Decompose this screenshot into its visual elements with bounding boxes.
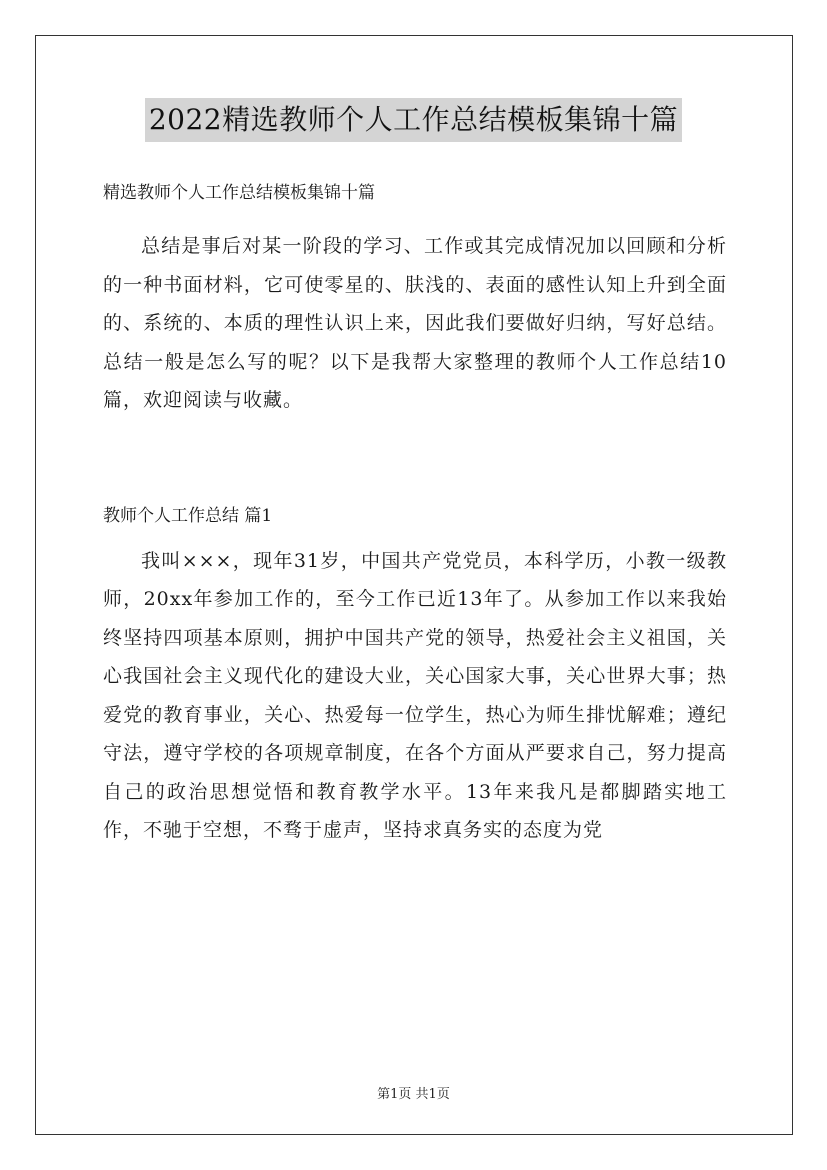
title-container xyxy=(0,98,827,142)
document-body xyxy=(103,175,727,850)
page-footer: 第1页 共1页 xyxy=(377,1087,450,1102)
document-subtitle: 精选教师个人工作总结模板集锦十篇 xyxy=(103,183,375,203)
section-heading: 教师个人工作总结 篇1 xyxy=(103,505,273,526)
intro-paragraph: 总结是事后对某一阶段的学习、工作或其完成情况加以回顾和分析的一种书面材料，它可使零星的、肤浅的、表面的感性认知上升到全面的、系统的、本质的理性认识上来，因此我们要做好归纳，写好总结。总结一般是怎么写的呢？以下是我帮大家整理的教师个人工作总结10篇，欢迎阅读与收藏。 xyxy=(103,235,727,411)
section-paragraph: 我叫×××，现年31岁，中国共产党党员，本科学历，小教一级教师，20xx年参加工作的，至今工作已近13年了。从参加工作以来我始终坚持四项基本原则，拥护中国共产党的领导，热爱社会主义祖国，关心我国社会主义现代化的建设大业，关心国家大事，关心世界大事；热爱党的教育事业，关心、热爱每一位学生，热心为师生排忧解难；遵纪守法，遵守学校的各项规章制度，在各个方面从严要求自己，努力提高自己的政治思想觉悟和教育教学水平。13年来我凡是都脚踏实地工作，不驰于空想，不骛于虚声，坚持求真务实的态度为党 xyxy=(103,549,727,841)
document-title: 2022精选教师个人工作总结模板集锦十篇 xyxy=(145,98,682,142)
